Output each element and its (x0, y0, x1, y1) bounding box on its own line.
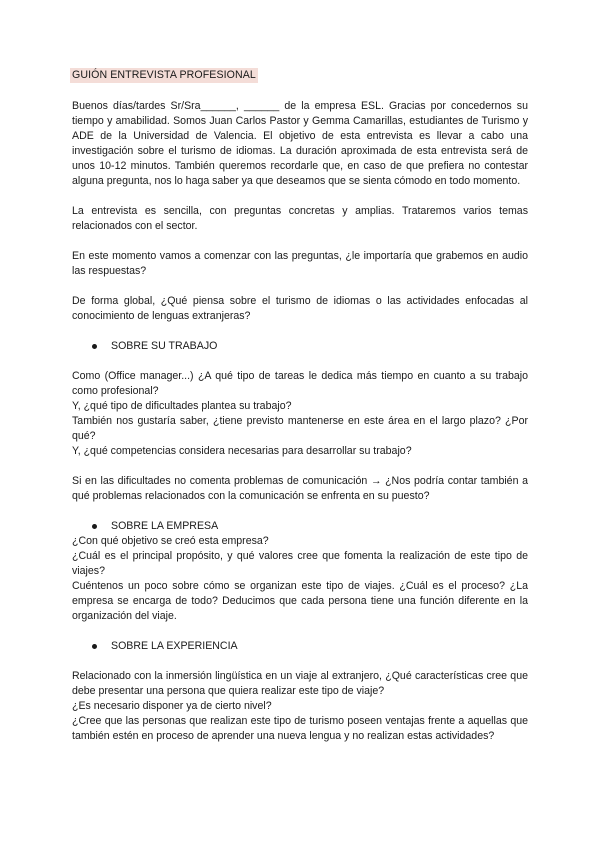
document-title-row (72, 68, 528, 83)
intro-paragraph-recording: En este momento vamos a comenzar con las preguntas, ¿le importaría que grabemos en audio las respuestas? (72, 250, 528, 277)
document-title: GUIÓN ENTREVISTA PROFESIONAL (72, 69, 256, 81)
followup-question: Si en las dificultades no comenta problemas de comunicación → ¿Nos podría contar también a qué problemas relacionados con la comunicación se enfrenta en su puesto? (72, 475, 528, 502)
bullet-icon (92, 524, 97, 529)
section-heading-label: SOBRE LA EXPERIENCIA (111, 640, 238, 652)
intro-paragraph-global-question: De forma global, ¿Qué piensa sobre el turismo de idiomas o las actividades enfocadas al conocimiento de lenguas extranjeras? (72, 295, 528, 322)
question-line: Relacionado con la inmersión lingüística en un viaje al extranjero, ¿Qué características cree que debe presentar una persona que quiera realizar este tipo de viaje? (72, 670, 528, 697)
intro-paragraph-greeting: Buenos días/tardes Sr/Sra______, ______ de la empresa ESL. Gracias por concedernos su tiempo y amabilidad. Somos Juan Carlos Pastor y Gemma Camarillas, estudiantes de Turismo y ADE de la Universidad de Valencia. El objetivo de esta entrevista es llevar a cabo una investigación sobre el turismo de idiomas. La duración aproximada de esta entrevista será de unos 10-12 minutos. También queremos recordarle que, en caso de que prefiera no contestar alguna pregunta, nos lo haga saber ya que deseamos que se sienta cómodo en todo momento. (72, 100, 528, 187)
question-line: ¿Con qué objetivo se creó esta empresa? (72, 535, 269, 547)
section-heading-experiencia (92, 639, 528, 654)
question-line: ¿Cuál es el principal propósito, y qué valores cree que fomenta la realización de este tipo de viajes? (72, 550, 528, 577)
section-heading-label: SOBRE LA EMPRESA (111, 520, 219, 532)
question-line: ¿Es necesario disponer ya de cierto nivel? (72, 700, 272, 712)
section-heading-trabajo (92, 339, 528, 354)
section-heading-empresa (92, 519, 528, 534)
section-heading-label: SOBRE SU TRABAJO (111, 340, 218, 352)
question-line: Cuéntenos un poco sobre cómo se organizan este tipo de viajes. ¿Cuál es el proceso? ¿La empresa se encarga de todo? Deducimos que cada persona tiene una función diferente en la organización del viaje. (72, 580, 528, 622)
question-line: ¿Cree que las personas que realizan este tipo de turismo poseen ventajas frente a aquellas que también estén en proceso de aprender una nueva lengua y no realizan estas actividades? (72, 715, 528, 742)
bullet-icon (92, 344, 97, 349)
intro-paragraph-description: La entrevista es sencilla, con preguntas concretas y amplias. Trataremos varios temas relacionados con el sector. (72, 205, 528, 232)
question-line: Como (Office manager...) ¿A qué tipo de tareas le dedica más tiempo en cuanto a su trabajo como profesional? (72, 370, 528, 397)
bullet-icon (92, 644, 97, 649)
question-line: Y, ¿qué tipo de dificultades plantea su trabajo? (72, 400, 292, 412)
question-line: Y, ¿qué competencias considera necesarias para desarrollar su trabajo? (72, 445, 412, 457)
question-line: También nos gustaría saber, ¿tiene previsto mantenerse en este área en el largo plazo? ¿Por qué? (72, 415, 528, 442)
document-page (72, 68, 528, 744)
